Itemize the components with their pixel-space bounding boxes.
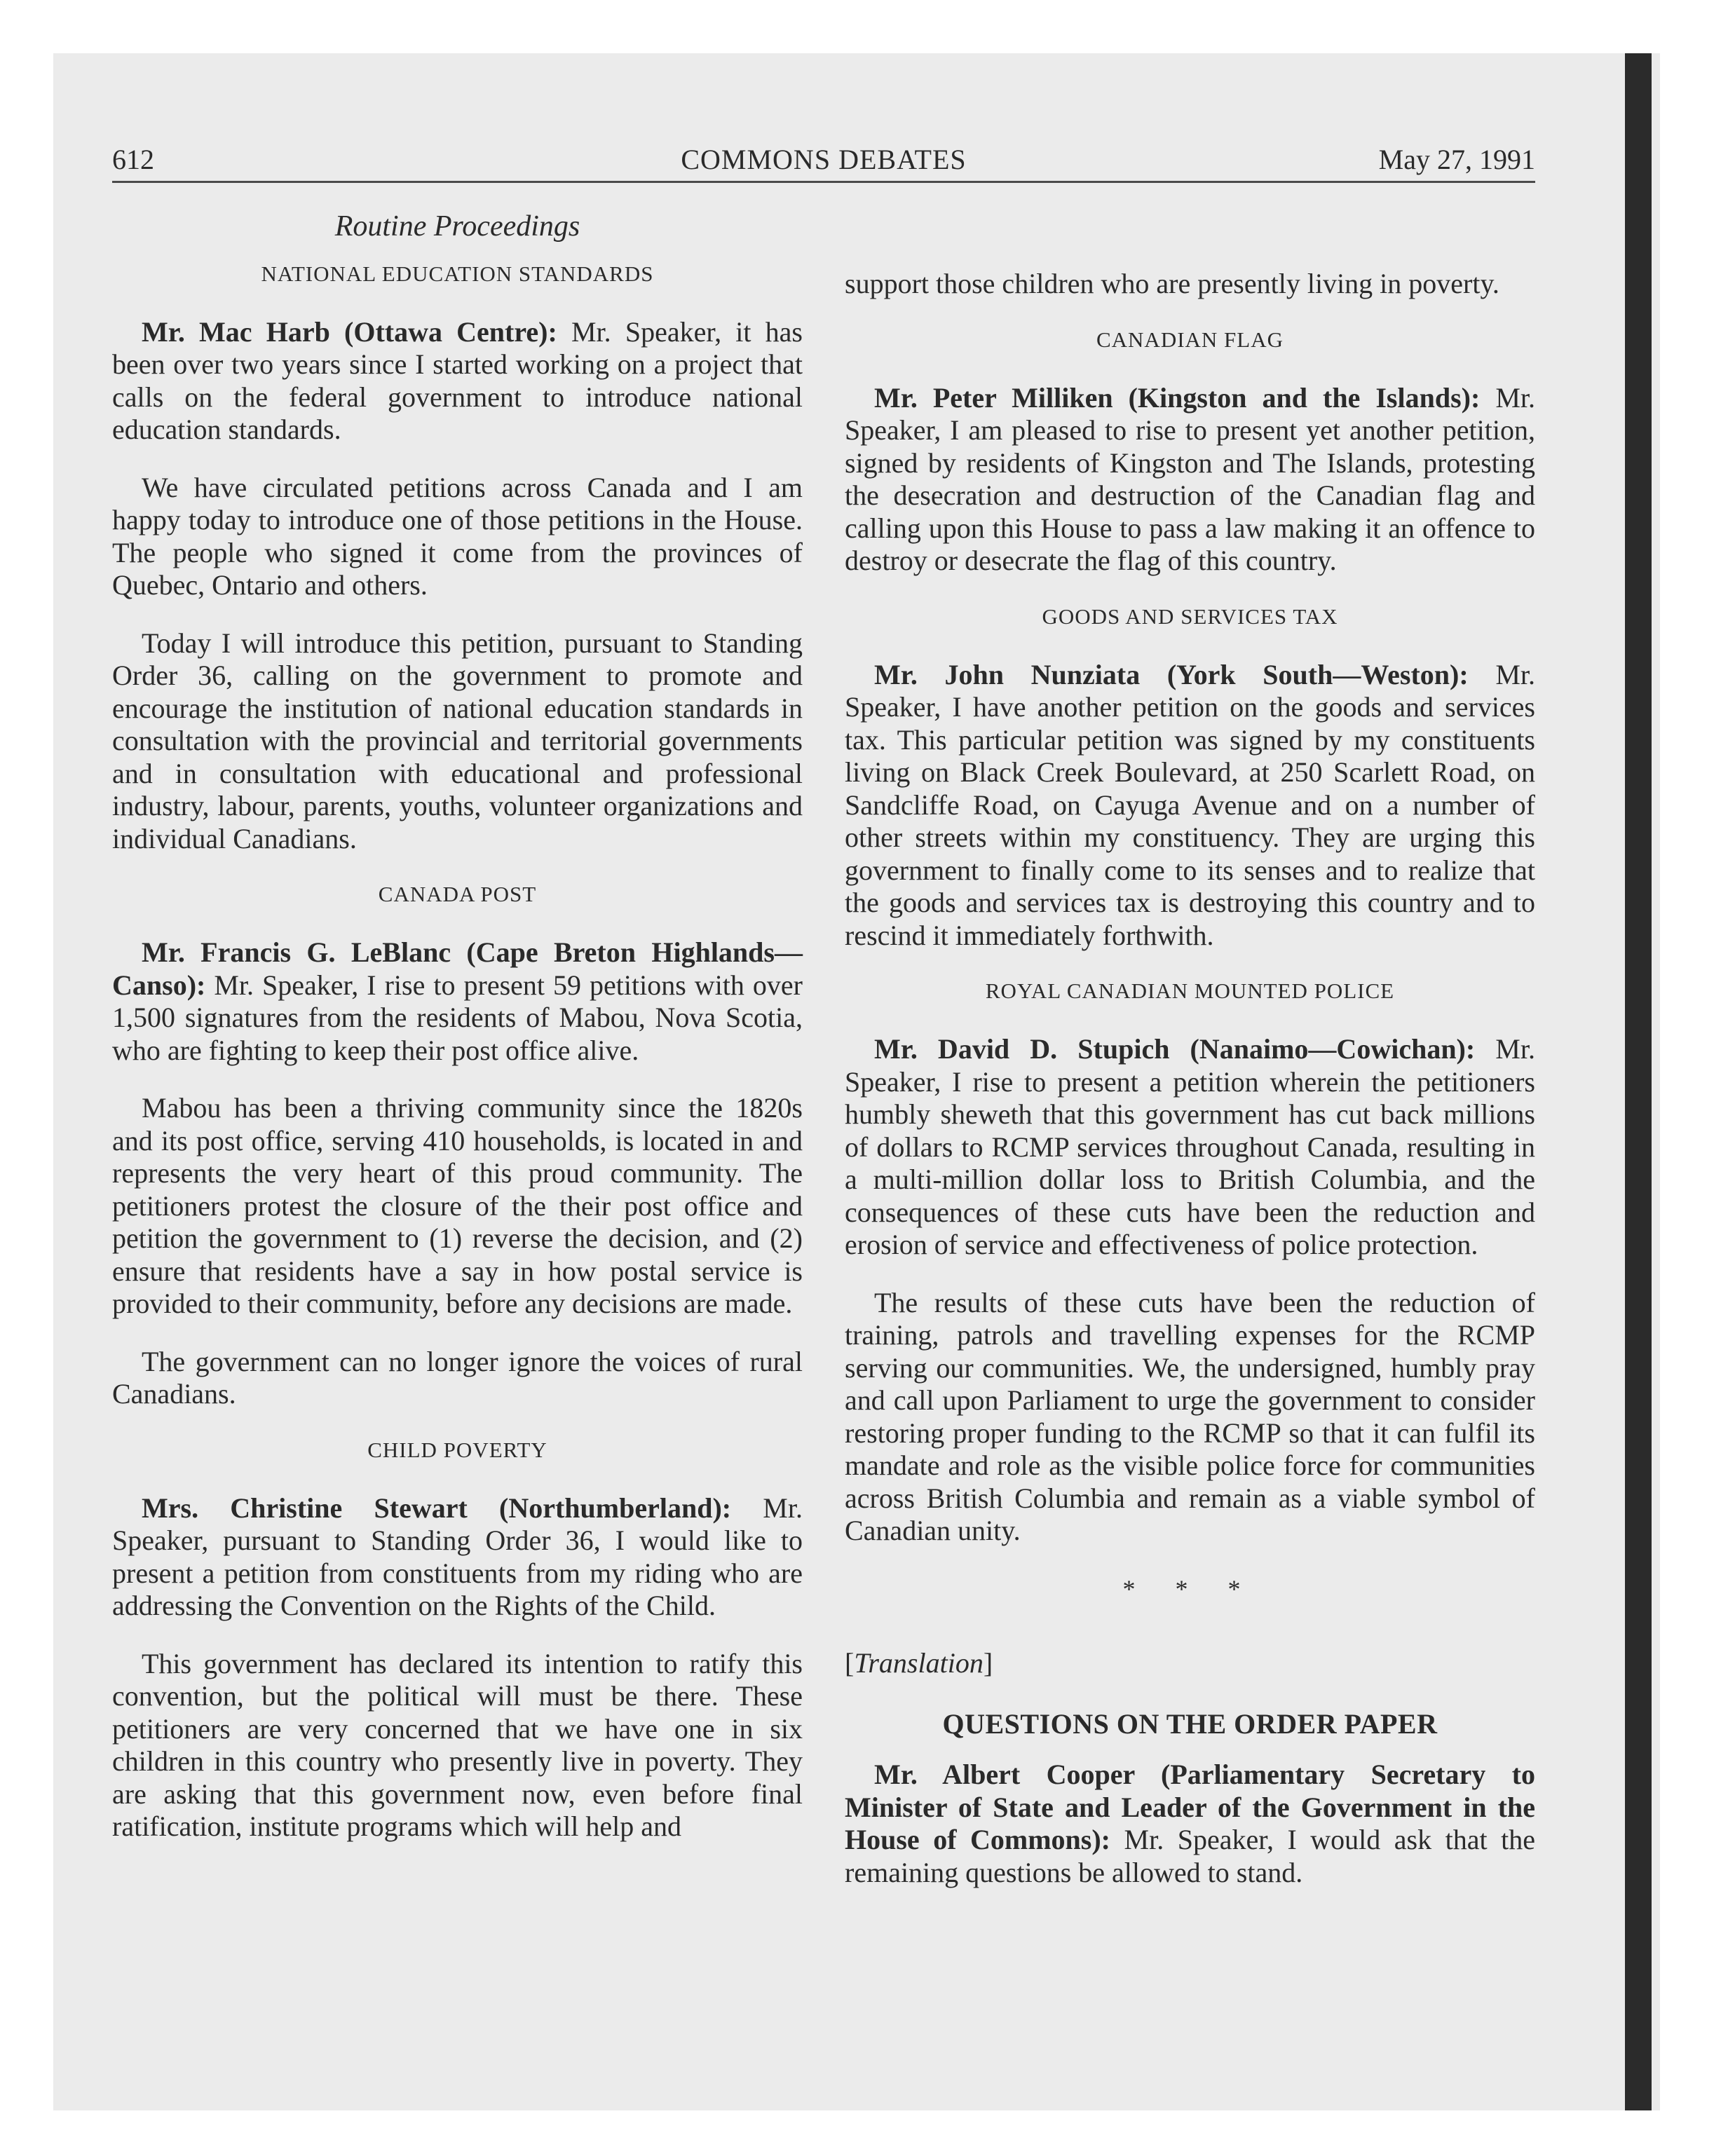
paragraph-text: Mr. Speaker, it has been over two years since I started working on a project that calls on the federal government to introduce national education standards. [112, 315, 803, 445]
speaker-name: Mr. Mac Harb (Ottawa Centre): [142, 315, 557, 348]
section-title-italic: Routine Proceedings [334, 210, 580, 243]
paragraph-text: Mr. Speaker, pursuant to Standing Order 36, I would like to present a petition from constituents from my riding who are addressing the Convention on the Rights of the Child. [112, 1492, 803, 1621]
speaker-name: Mr. Albert Cooper (Parliamentary Secretary to Minister of State and Leader of the Government in the House of Commons): [845, 1759, 1535, 1855]
speaker-name: Mr. David D. Stupich (Nanaimo—Cowichan): [874, 1033, 1476, 1065]
paragraph: The government can no longer ignore the voices of rural Canadians. [112, 1345, 803, 1410]
paragraph [112, 1492, 803, 1623]
paragraph-text: Mr. Speaker, I have another petition on the goods and services tax. This particular petition was signed by my constituents living on Black Creek Boulevard, at 250 Scarlett Road, on Sandcliffe Road, on Cayuga Avenue and on a number of other streets within my constituency. They are urging this government to finally come to its senses and to realize that the goods and services tax is destroying this country and to rescind it immediately forthwith. [845, 658, 1536, 951]
paragraph [845, 1759, 1535, 1889]
paragraph-text: Mr. Speaker, I am pleased to rise to present yet another petition, signed by residents of Kingston and The Islands, protesting the desecration and destruction of the Canadian flag and calling upon this House to pass a law making it an offence to destroy or desecrate the flag of this country. [845, 381, 1535, 576]
paragraph: We have circulated petitions across Canada and I am happy today to introduce one of those petitions in the House. The people who signed it come from the provinces of Quebec, Ontario and others. [112, 471, 803, 601]
paragraph [845, 382, 1535, 578]
paragraph: The results of these cuts have been the reduction of training, patrols and travelling expenses for the RCMP serving our communities. We, the undersigned, humbly pray and call upon Parliament to urge the government to consider restoring proper funding to the RCMP so that it can fulfil its mandate and role as the visible police force for communities across British Columbia and remain as a viable symbol of Canadian unity. [845, 1286, 1535, 1546]
heading-national-education-standards: NATIONAL EDUCATION STANDARDS [261, 261, 654, 286]
left-column [112, 210, 803, 1869]
paragraph: Mabou has been a thriving community since the 1820s and its post office, serving 410 households, is located in and represents the very heart of this proud community. The petitioners protest the closure of the their post office and petition the government to (1) reverse the decision, and (2) ensure that residents have a say in how postal service is provided to their community, before any decisions are made. [112, 1092, 803, 1319]
translation-word: Translation [854, 1647, 984, 1679]
heading-rcmp: ROYAL CANADIAN MOUNTED POLICE [985, 978, 1395, 1003]
paragraph-text: Mr. Speaker, I rise to present a petition wherein the petitioners humbly sheweth that this government has cut back millions of dollars to RCMP services throughout Canada, resulting in a multi-million dollar loss to British Columbia, and the consequences of these cuts have been the reduction and erosion of service and effectiveness of police protection. [845, 1033, 1535, 1260]
bracket-close: ] [983, 1647, 993, 1679]
section-separator: * * * [1122, 1574, 1258, 1603]
speaker-name: Mrs. Christine Stewart (Northumberland): [142, 1492, 732, 1524]
heading-canada-post: CANADA POST [378, 882, 537, 906]
heading-goods-and-services-tax: GOODS AND SERVICES TAX [1042, 603, 1338, 629]
paragraph [112, 936, 803, 1067]
paragraph-continued: support those children who are presently living in poverty. [845, 268, 1499, 299]
paragraph: Today I will introduce this petition, pursuant to Standing Order 36, calling on the government to promote and encourage the institution of national education standards in consultation with the provincial and territorial governments and in consultation with educational and professional industry, labour, parents, youths, volunteer organizations and individual Canadians. [112, 627, 803, 854]
speaker-name: Mr. Peter Milliken (Kingston and the Islands): [874, 381, 1481, 414]
translation-tag [845, 1647, 1535, 1680]
paragraph [112, 316, 803, 446]
header-date: May 27, 1991 [1378, 144, 1535, 175]
heading-child-poverty: CHILD POVERTY [367, 1437, 547, 1462]
paragraph [845, 1033, 1535, 1262]
paragraph-text: Mr. Speaker, I rise to present 59 petitions with over 1,500 signatures from the residents of Mabou, Nova Scotia, who are fighting to keep their post office alive. [112, 969, 803, 1066]
paragraph: This government has declared its intention to ratify this convention, but the political will must be there. These petitioners are very concerned that we have one in six children in this country who presently live in poverty. They are asking that this government now, even before final ratification, institute programs which will help and [112, 1647, 803, 1842]
paragraph-text: Mr. Speaker, I would ask that the remaining questions be allowed to stand. [845, 1824, 1535, 1888]
paragraph [845, 659, 1535, 953]
journal-title: COMMONS DEBATES [681, 144, 967, 175]
right-column [845, 268, 1535, 1914]
heading-questions-on-order-paper: QUESTIONS ON THE ORDER PAPER [942, 1707, 1438, 1740]
scan-edge-shadow [1625, 53, 1652, 2110]
speaker-name: Mr. Francis G. LeBlanc (Cape Breton Highlands—Canso): [112, 936, 803, 1001]
page-number: 612 [112, 144, 154, 175]
speaker-name: Mr. John Nunziata (York South—Weston): [874, 658, 1469, 690]
heading-canadian-flag: CANADIAN FLAG [1096, 327, 1284, 352]
bracket-open: [ [845, 1647, 855, 1679]
page-header [112, 139, 1535, 183]
